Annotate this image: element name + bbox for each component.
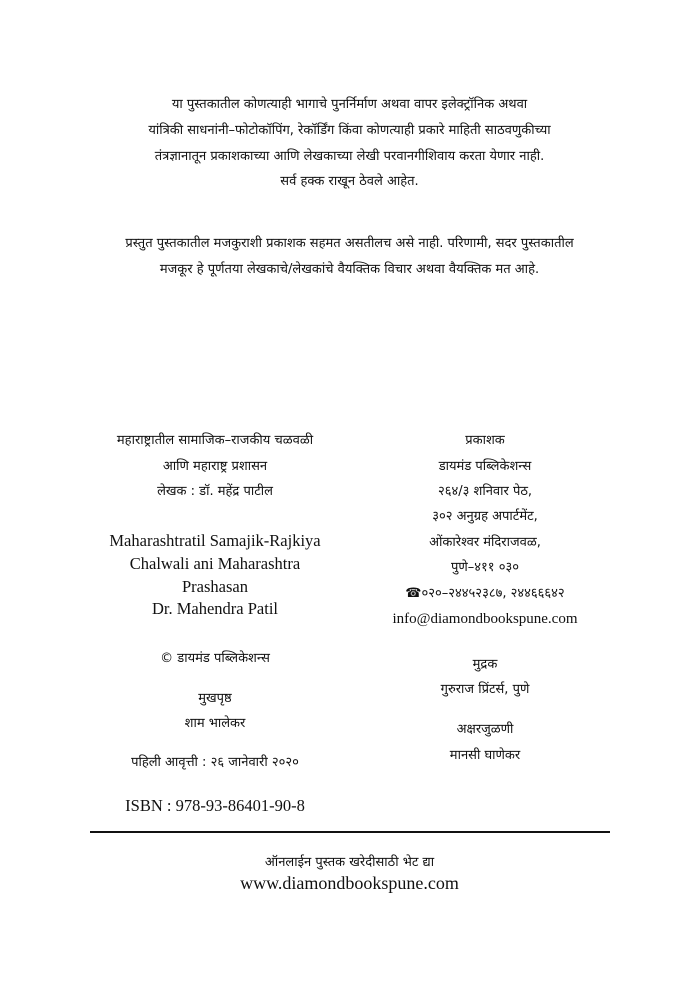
cover-label: मुखपृष्ठ [198, 691, 232, 706]
copyright-symbol: © [160, 651, 174, 666]
publisher-address-line-3: ओंकारेश्वर मंदिराजवळ, [429, 535, 541, 550]
book-title-english-line-1: Maharashtratil Samajik-Rajkiya [109, 531, 321, 550]
printer-label: मुद्रक [472, 657, 498, 672]
copyright-notice-line-2: यांत्रिकी साधनांनी–फोटोकॉपिंग, रेकॉर्डिंग किंवा कोणत्याही प्रकारे माहिती साठवणुकीच्या [148, 123, 551, 138]
publisher-phone [360, 583, 610, 601]
footer-divider [90, 831, 610, 833]
edition-line: पहिली आवृत्ती : २६ जानेवारी २०२० [131, 755, 299, 770]
isbn-line: ISBN : 978-93-86401-90-8 [125, 796, 305, 815]
publisher-phone-number: ०२०–२४४५२३८७, २४४६६६४२ [421, 586, 565, 601]
footer-website-link[interactable]: www.diamondbookspune.com [240, 873, 459, 893]
publisher-address-line-4: पुणे–४११ ०३० [451, 560, 519, 575]
printer-name: गुरुराज प्रिंटर्स, पुणे [440, 682, 530, 697]
typesetting-name: मानसी घाणेकर [449, 748, 521, 763]
typesetting-label: अक्षरजुळणी [456, 722, 514, 737]
publisher-name: डायमंड पब्लिकेशन्स [438, 459, 532, 474]
book-title-english-line-3: Prashasan [182, 577, 248, 596]
copyright-notice-line-3: तंत्रज्ञानातून प्रकाशकाच्या आणि लेखकाच्या लेखी परवानगीशिवाय करता येणार नाही. [154, 149, 545, 164]
author-line: लेखक : डॉ. महेंद्र पाटील [157, 484, 273, 499]
publisher-email[interactable]: info@diamondbookspune.com [392, 611, 578, 627]
publisher-label: प्रकाशक [465, 433, 505, 448]
book-author-english: Dr. Mahendra Patil [151, 599, 278, 618]
copyright-notice-line-1: या पुस्तकातील कोणत्याही भागाचे पुनर्निर्माण अथवा वापर इलेक्ट्रॉनिक अथवा [171, 97, 528, 112]
disclaimer-line-2: मजकूर हे पूर्णतया लेखकाचे/लेखकांचे वैयक्तिक विचार अथवा वैयक्तिक मत आहे. [159, 262, 540, 277]
copyright-holder [90, 648, 340, 666]
book-title-marathi-line-2: आणि महाराष्ट्र प्रशासन [162, 459, 268, 474]
publisher-address-line-2: ३०२ अनुग्रह अपार्टमेंट, [432, 509, 538, 524]
book-title-marathi-line-1: महाराष्ट्रातील सामाजिक–राजकीय चळवळी [116, 433, 314, 448]
footer-visit-text: ऑनलाईन पुस्तक खरेदीसाठी भेट द्या [264, 855, 435, 870]
phone-icon: ☎ [405, 586, 422, 601]
book-title-english-line-2: Chalwali ani Maharashtra [129, 554, 301, 573]
copyright-holder-name: डायमंड पब्लिकेशन्स [177, 651, 270, 666]
cover-artist: शाम भालेकर [184, 716, 246, 731]
publisher-address-line-1: २६४/३ शनिवार पेठ, [437, 484, 533, 499]
disclaimer-line-1: प्रस्तुत पुस्तकातील मजकुराशी प्रकाशक सहमत असतीलच असे नाही. परिणामी, सदर पुस्तकातील [125, 236, 574, 251]
copyright-notice-line-4: सर्व हक्क राखून ठेवले आहेत. [280, 174, 419, 189]
